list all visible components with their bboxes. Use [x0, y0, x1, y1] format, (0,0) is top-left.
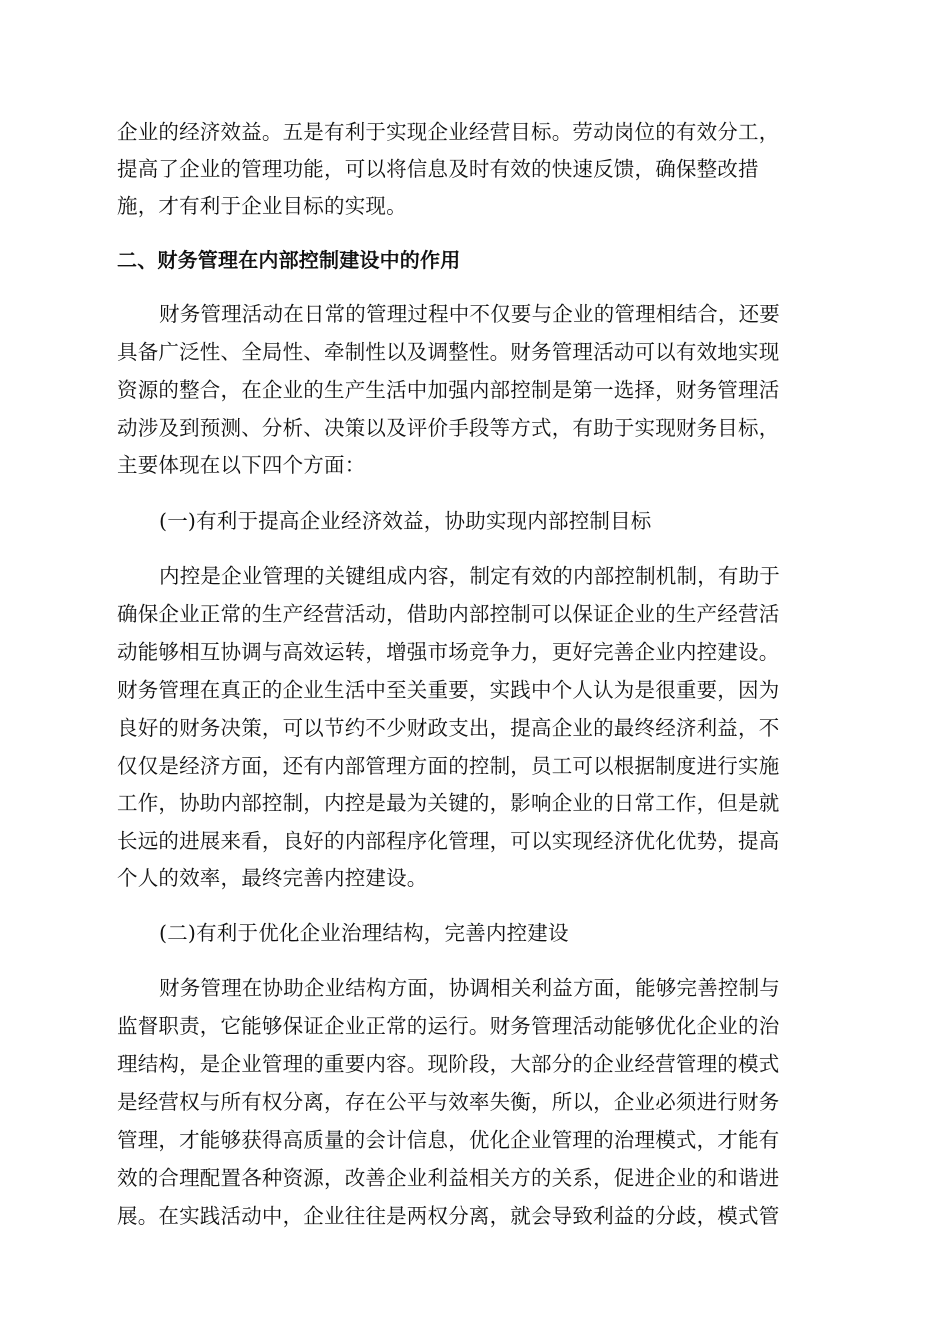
body-text-line: 展。在实践活动中，企业往往是两权分离，就会导致利益的分歧，模式管 — [117, 1204, 780, 1228]
body-text-line: 财务管理在协助企业结构方面，协调相关利益方面，能够完善控制与 — [159, 976, 780, 1000]
body-text-line: 提高了企业的管理功能，可以将信息及时有效的快速反馈，确保整改措 — [117, 157, 759, 181]
body-text-line: 企业的经济效益。五是有利于实现企业经营目标。劳动岗位的有效分工， — [117, 120, 780, 144]
body-text-line: 动能够相互协调与高效运转，增强市场竞争力，更好完善企业内控建设。 — [117, 640, 780, 664]
body-text-line: 确保企业正常的生产经营活动，借助内部控制可以保证企业的生产经营活 — [117, 602, 780, 626]
body-text-line: 仅仅是经济方面，还有内部管理方面的控制，员工可以根据制度进行实施 — [117, 754, 780, 778]
body-text-line: 良好的财务决策，可以节约不少财政支出，提高企业的最终经济利益，不 — [117, 716, 780, 740]
body-text-line: 财务管理活动在日常的管理过程中不仅要与企业的管理相结合，还要 — [159, 302, 780, 326]
body-text-line: 效的合理配置各种资源，改善企业利益相关方的关系，促进企业的和谐进 — [117, 1166, 780, 1190]
subsection-heading: (二)有利于优化企业治理结构，完善内控建设 — [159, 921, 569, 945]
body-text-line: 动涉及到预测、分析、决策以及评价手段等方式，有助于实现财务目标， — [117, 416, 780, 440]
body-text-line: 管理，才能够获得高质量的会计信息，优化企业管理的治理模式，才能有 — [117, 1128, 780, 1152]
section-heading: 二、财务管理在内部控制建设中的作用 — [117, 248, 461, 272]
body-text-line: 理结构，是企业管理的重要内容。现阶段，大部分的企业经营管理的模式 — [117, 1052, 780, 1076]
body-text-line: 长远的进展来看，良好的内部程序化管理，可以实现经济优化优势，提高 — [117, 829, 780, 853]
subsection-heading: (一)有利于提高企业经济效益，协助实现内部控制目标 — [159, 509, 652, 533]
body-text-line: 工作，协助内部控制，内控是最为关键的，影响企业的日常工作，但是就 — [117, 791, 780, 815]
body-text-line: 内控是企业管理的关键组成内容，制定有效的内部控制机制，有助于 — [159, 564, 780, 588]
body-text-line: 主要体现在以下四个方面： — [117, 453, 366, 477]
body-text-line: 施，才有利于企业目标的实现。 — [117, 194, 407, 218]
body-text-line: 财务管理在真正的企业生活中至关重要，实践中个人认为是很重要，因为 — [117, 678, 780, 702]
body-text-line: 监督职责，它能够保证企业正常的运行。财务管理活动能够优化企业的治 — [117, 1014, 780, 1038]
body-text-line: 个人的效率，最终完善内控建设。 — [117, 866, 428, 890]
body-text-line: 资源的整合，在企业的生产生活中加强内部控制是第一选择，财务管理活 — [117, 378, 780, 402]
body-text-line: 具备广泛性、全局性、牵制性以及调整性。财务管理活动可以有效地实现 — [117, 340, 780, 364]
body-text-line: 是经营权与所有权分离，存在公平与效率失衡，所以，企业必须进行财务 — [117, 1090, 780, 1114]
